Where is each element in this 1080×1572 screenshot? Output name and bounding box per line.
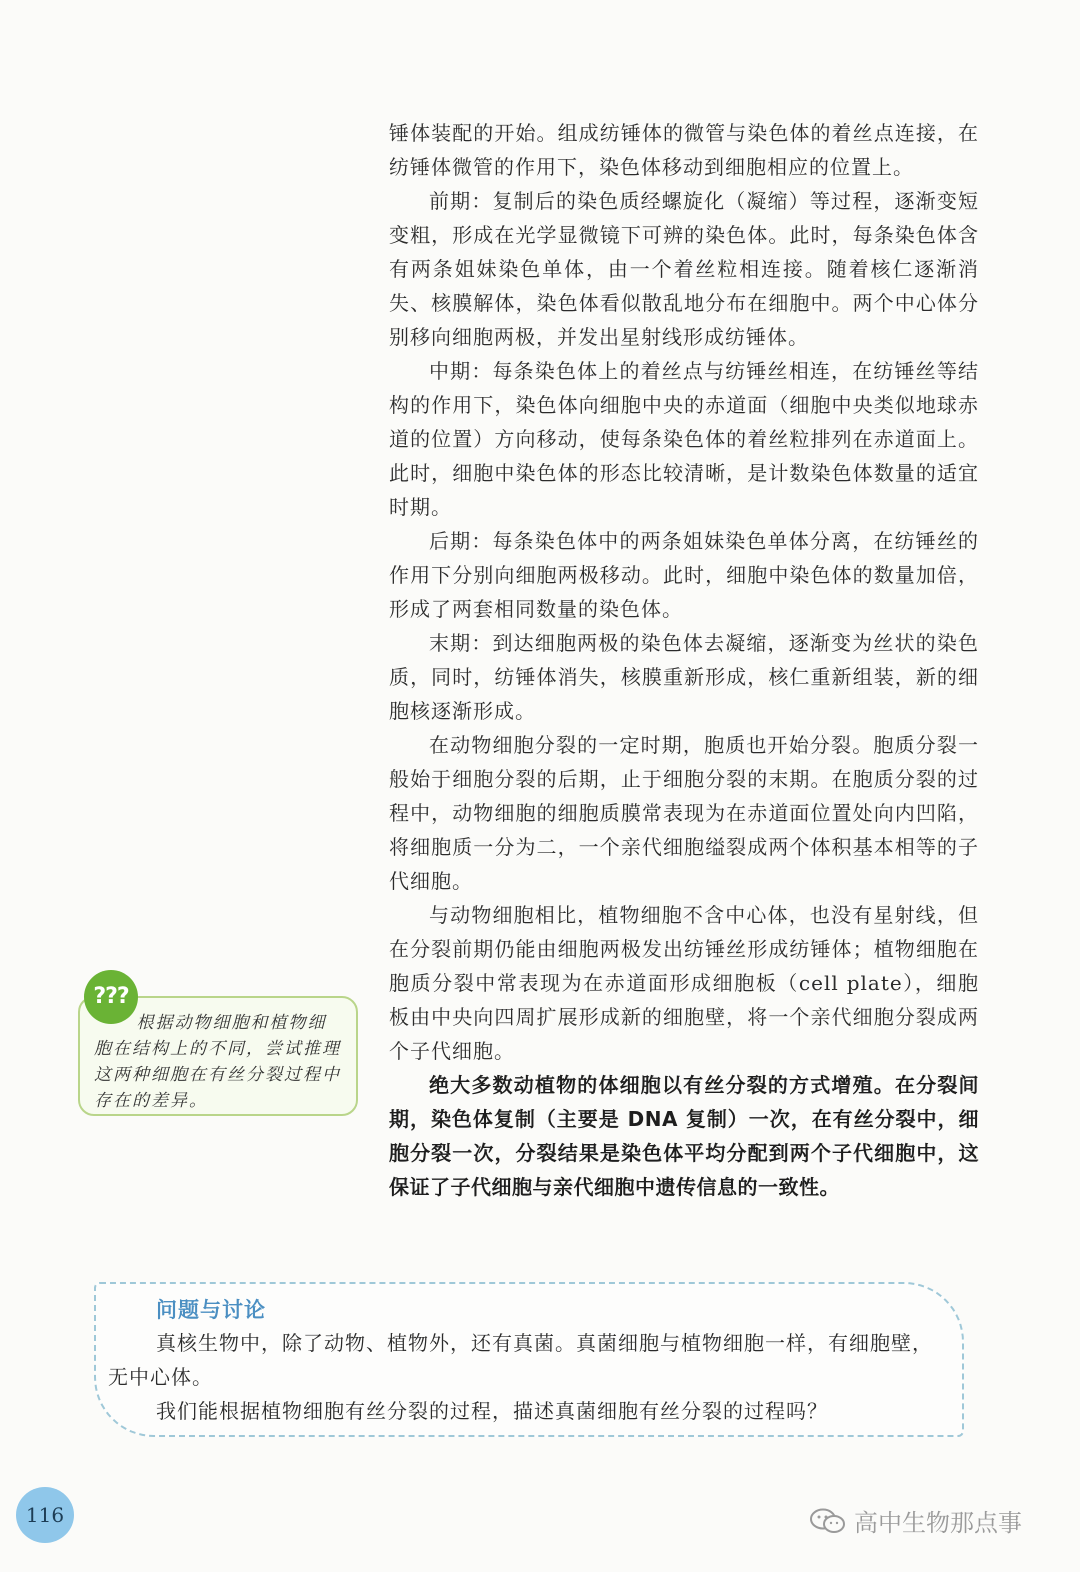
discussion-line: 我们能根据植物细胞有丝分裂的过程，描述真菌细胞有丝分裂的过程吗？ bbox=[156, 1399, 828, 1423]
discussion-body bbox=[108, 1326, 948, 1428]
paragraph-plant-cell: 与动物细胞相比，植物细胞不含中心体，也没有星射线，但在分裂前期仍能由细胞两极发出纺锤丝形成纺锤体；植物细胞在胞质分裂中常表现为在赤道面形成细胞板（cell plate），细胞板由中央向四周扩展形成新的细胞壁，将一个亲代细胞分裂成两个子代细胞。 bbox=[389, 903, 979, 1063]
paragraph-metaphase: 中期：每条染色体上的着丝点与纺锤丝相连，在纺锤丝等结构的作用下，染色体向细胞中央的赤道面（细胞中央类似地球赤道的位置）方向移动，使每条染色体的着丝粒排列在赤道面上。此时，细胞中染色体的形态比较清晰，是计数染色体数量的适宜时期。 bbox=[389, 359, 979, 519]
watermark bbox=[808, 1503, 1022, 1538]
wechat-icon bbox=[808, 1507, 848, 1535]
paragraph-prophase: 前期：复制后的染色质经螺旋化（凝缩）等过程，逐渐变短变粗，形成在光学显微镜下可辨的染色体。此时，每条染色体含有两条姐妹染色单体，由一个着丝粒相连接。随着核仁逐渐消失、核膜解体，染色体看似散乱地分布在细胞中。两个中心体分别移向细胞两极，并发出星射线形成纺锤体。 bbox=[389, 189, 979, 349]
discussion-line: 真核生物中，除了动物、植物外，还有真菌。真菌细胞与植物细胞一样，有细胞壁，无中心体。 bbox=[108, 1331, 933, 1389]
page-number-badge: 116 bbox=[16, 1487, 74, 1543]
question-mark-bubble-icon: ??? bbox=[84, 970, 138, 1024]
paragraph-continuation: 锤体装配的开始。组成纺锤体的微管与染色体的着丝点连接，在纺锤体微管的作用下，染色体移动到细胞相应的位置上。 bbox=[389, 121, 979, 179]
paragraph-cytokinesis: 在动物细胞分裂的一定时期，胞质也开始分裂。胞质分裂一般始于细胞分裂的后期，止于细胞分裂的末期。在胞质分裂的过程中，动物细胞的细胞质膜常表现为在赤道面位置处向内凹陷，将细胞质一分为二，一个亲代细胞缢裂成两个体积基本相等的子代细胞。 bbox=[389, 733, 979, 893]
paragraph-summary: 绝大多数动植物的体细胞以有丝分裂的方式增殖。在分裂间期，染色体复制（主要是 DNA 复制）一次，在有丝分裂中，细胞分裂一次，分裂结果是染色体平均分配到两个子代细胞中，这保证了子代细胞与亲代细胞中遗传信息的一致性。 bbox=[389, 1073, 979, 1199]
paragraph-telophase: 末期：到达细胞两极的染色体去凝缩，逐渐变为丝状的染色质，同时，纺锤体消失，核膜重新形成，核仁重新组装，新的细胞核逐渐形成。 bbox=[389, 631, 979, 723]
main-text-column bbox=[389, 116, 979, 1204]
sidebar-note-text: 根据动物细胞和植物细胞在结构上的不同，尝试推理这两种细胞在有丝分裂过程中存在的差异。 bbox=[94, 1013, 341, 1111]
discussion-title: 问题与讨论 bbox=[156, 1298, 266, 1322]
paragraph-anaphase: 后期：每条染色体中的两条姐妹染色单体分离，在纺锤丝的作用下分别向细胞两极移动。此时，细胞中染色体的数量加倍，形成了两套相同数量的染色体。 bbox=[389, 529, 979, 621]
watermark-text: 高中生物那点事 bbox=[854, 1509, 1022, 1537]
